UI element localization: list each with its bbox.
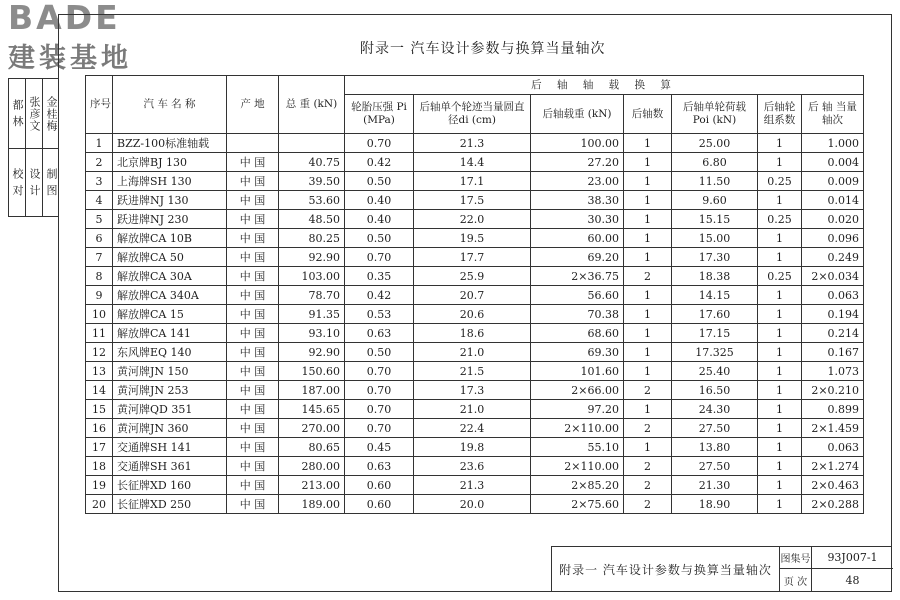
- row-number-cell: 15: [86, 400, 113, 419]
- tire-pressure-cell: 0.70: [345, 134, 414, 153]
- wheel-diameter-cell: 21.3: [414, 476, 531, 495]
- single-wheel-load-cell: 25.00: [672, 134, 758, 153]
- equiv-axle-cell: 2×0.463: [802, 476, 864, 495]
- row-number-cell: 7: [86, 248, 113, 267]
- wheel-group-coef-cell: 1: [758, 457, 802, 476]
- axle-count-cell: 1: [624, 305, 672, 324]
- tire-pressure-cell: 0.70: [345, 248, 414, 267]
- tire-pressure-cell: 0.70: [345, 419, 414, 438]
- row-number-cell: 1: [86, 134, 113, 153]
- origin-cell: 中 国: [227, 362, 279, 381]
- axle-load-cell: 2×66.00: [531, 381, 624, 400]
- equiv-axle-cell: 0.249: [802, 248, 864, 267]
- total-weight-cell: 92.90: [279, 343, 345, 362]
- wheel-diameter-cell: 21.0: [414, 400, 531, 419]
- single-wheel-load-cell: 24.30: [672, 400, 758, 419]
- axle-count-cell: 1: [624, 153, 672, 172]
- table-row: [86, 495, 864, 514]
- equiv-axle-cell: 0.096: [802, 229, 864, 248]
- axle-count-cell: 1: [624, 286, 672, 305]
- vehicle-name-cell: 交通牌SH 361: [113, 457, 227, 476]
- logo-latin: BADE: [8, 0, 121, 37]
- axle-count-cell: 1: [624, 229, 672, 248]
- origin-cell: 中 国: [227, 457, 279, 476]
- equiv-axle-cell: 0.009: [802, 172, 864, 191]
- wheel-group-coef-cell: 1: [758, 153, 802, 172]
- header-no: 序号: [86, 76, 113, 134]
- total-weight-cell: [279, 134, 345, 153]
- vehicle-name-cell: 跃进牌NJ 130: [113, 191, 227, 210]
- table-row: [86, 381, 864, 400]
- axle-load-cell: 23.00: [531, 172, 624, 191]
- single-wheel-load-cell: 17.15: [672, 324, 758, 343]
- wheel-diameter-cell: 19.8: [414, 438, 531, 457]
- sidebar-role: 校 对: [11, 168, 24, 197]
- wheel-diameter-cell: 18.6: [414, 324, 531, 343]
- equiv-axle-cell: 1.000: [802, 134, 864, 153]
- vehicle-name-cell: 解放牌CA 141: [113, 324, 227, 343]
- row-number-cell: 19: [86, 476, 113, 495]
- origin-cell: 中 国: [227, 400, 279, 419]
- wheel-group-coef-cell: 0.25: [758, 210, 802, 229]
- vehicle-name-cell: 东风牌EQ 140: [113, 343, 227, 362]
- row-number-cell: 10: [86, 305, 113, 324]
- axle-count-cell: 1: [624, 400, 672, 419]
- vehicle-name-cell: 解放牌CA 30A: [113, 267, 227, 286]
- row-number-cell: 17: [86, 438, 113, 457]
- tire-pressure-cell: 0.70: [345, 400, 414, 419]
- table-row: [86, 305, 864, 324]
- wheel-diameter-cell: 17.5: [414, 191, 531, 210]
- tire-pressure-cell: 0.50: [345, 343, 414, 362]
- total-weight-cell: 80.65: [279, 438, 345, 457]
- axle-load-cell: 2×85.20: [531, 476, 624, 495]
- total-weight-cell: 78.70: [279, 286, 345, 305]
- header-wheel-group-coef: 后轴轮组系数: [758, 95, 802, 134]
- axle-count-cell: 1: [624, 343, 672, 362]
- axle-load-cell: 30.30: [531, 210, 624, 229]
- wheel-diameter-cell: 14.4: [414, 153, 531, 172]
- wheel-group-coef-cell: 1: [758, 438, 802, 457]
- header-origin: 产 地: [227, 76, 279, 134]
- wheel-group-coef-cell: 1: [758, 324, 802, 343]
- row-number-cell: 20: [86, 495, 113, 514]
- equiv-axle-cell: 0.014: [802, 191, 864, 210]
- axle-load-cell: 101.60: [531, 362, 624, 381]
- vehicle-name-cell: 上海牌SH 130: [113, 172, 227, 191]
- total-weight-cell: 187.00: [279, 381, 345, 400]
- axle-count-cell: 1: [624, 172, 672, 191]
- axle-count-cell: 1: [624, 362, 672, 381]
- single-wheel-load-cell: 27.50: [672, 419, 758, 438]
- table-row: [86, 343, 864, 362]
- wheel-diameter-cell: 17.3: [414, 381, 531, 400]
- equiv-axle-cell: 0.004: [802, 153, 864, 172]
- axle-load-cell: 70.38: [531, 305, 624, 324]
- origin-cell: 中 国: [227, 305, 279, 324]
- table-row: [86, 419, 864, 438]
- tire-pressure-cell: 0.53: [345, 305, 414, 324]
- equiv-axle-cell: 0.214: [802, 324, 864, 343]
- wheel-group-coef-cell: 0.25: [758, 172, 802, 191]
- tire-pressure-cell: 0.50: [345, 172, 414, 191]
- equiv-axle-cell: 0.899: [802, 400, 864, 419]
- header-name: 汽 车 名 称: [113, 76, 227, 134]
- page-number-label: 页 次: [780, 569, 812, 591]
- sidebar-name: 金桂梅: [45, 95, 58, 132]
- axle-load-cell: 69.20: [531, 248, 624, 267]
- total-weight-cell: 213.00: [279, 476, 345, 495]
- table-row: [86, 172, 864, 191]
- single-wheel-load-cell: 21.30: [672, 476, 758, 495]
- wheel-diameter-cell: 21.3: [414, 134, 531, 153]
- row-number-cell: 14: [86, 381, 113, 400]
- origin-cell: 中 国: [227, 210, 279, 229]
- tire-pressure-cell: 0.45: [345, 438, 414, 457]
- table-row: [86, 362, 864, 381]
- row-number-cell: 2: [86, 153, 113, 172]
- origin-cell: 中 国: [227, 229, 279, 248]
- single-wheel-load-cell: 16.50: [672, 381, 758, 400]
- total-weight-cell: 48.50: [279, 210, 345, 229]
- wheel-group-coef-cell: 1: [758, 419, 802, 438]
- tire-pressure-cell: 0.40: [345, 191, 414, 210]
- tire-pressure-cell: 0.60: [345, 495, 414, 514]
- total-weight-cell: 40.75: [279, 153, 345, 172]
- origin-cell: 中 国: [227, 324, 279, 343]
- row-number-cell: 6: [86, 229, 113, 248]
- wheel-group-coef-cell: 1: [758, 476, 802, 495]
- axle-load-cell: 60.00: [531, 229, 624, 248]
- row-number-cell: 8: [86, 267, 113, 286]
- total-weight-cell: 145.65: [279, 400, 345, 419]
- total-weight-cell: 39.50: [279, 172, 345, 191]
- wheel-group-coef-cell: 1: [758, 495, 802, 514]
- axle-count-cell: 1: [624, 134, 672, 153]
- table-row: [86, 286, 864, 305]
- title-block: [551, 546, 892, 592]
- wheel-diameter-cell: 22.4: [414, 419, 531, 438]
- equiv-axle-cell: 2×0.210: [802, 381, 864, 400]
- single-wheel-load-cell: 15.00: [672, 229, 758, 248]
- header-axle-count: 后轴数: [624, 95, 672, 134]
- origin-cell: 中 国: [227, 267, 279, 286]
- origin-cell: 中 国: [227, 495, 279, 514]
- origin-cell: 中 国: [227, 419, 279, 438]
- single-wheel-load-cell: 25.40: [672, 362, 758, 381]
- vehicle-name-cell: 解放牌CA 50: [113, 248, 227, 267]
- equiv-axle-cell: 1.073: [802, 362, 864, 381]
- tire-pressure-cell: 0.70: [345, 381, 414, 400]
- origin-cell: 中 国: [227, 476, 279, 495]
- tire-pressure-cell: 0.42: [345, 286, 414, 305]
- total-weight-cell: 280.00: [279, 457, 345, 476]
- wheel-diameter-cell: 25.9: [414, 267, 531, 286]
- tire-pressure-cell: 0.60: [345, 476, 414, 495]
- vehicle-name-cell: 北京牌BJ 130: [113, 153, 227, 172]
- axle-load-cell: 69.30: [531, 343, 624, 362]
- origin-cell: 中 国: [227, 172, 279, 191]
- vehicle-name-cell: 解放牌CA 15: [113, 305, 227, 324]
- table-row: [86, 476, 864, 495]
- wheel-group-coef-cell: 1: [758, 362, 802, 381]
- wheel-group-coef-cell: 1: [758, 400, 802, 419]
- header-single-wheel-load: 后轴单轮荷载 Poi (kN): [672, 95, 758, 134]
- origin-cell: [227, 134, 279, 153]
- tire-pressure-cell: 0.63: [345, 457, 414, 476]
- sidebar-name: 都 林: [11, 99, 24, 128]
- axle-count-cell: 1: [624, 438, 672, 457]
- axle-count-cell: 1: [624, 191, 672, 210]
- wheel-group-coef-cell: 0.25: [758, 267, 802, 286]
- vehicle-name-cell: 黄河牌JN 360: [113, 419, 227, 438]
- table-row: [86, 324, 864, 343]
- vehicle-name-cell: 黄河牌JN 150: [113, 362, 227, 381]
- table-row: [86, 153, 864, 172]
- row-number-cell: 5: [86, 210, 113, 229]
- equiv-axle-cell: 2×0.034: [802, 267, 864, 286]
- table-row: [86, 134, 864, 153]
- axle-load-cell: 2×36.75: [531, 267, 624, 286]
- axle-load-cell: 56.60: [531, 286, 624, 305]
- axle-load-cell: 100.00: [531, 134, 624, 153]
- vehicle-name-cell: 黄河牌JN 253: [113, 381, 227, 400]
- table-row: [86, 210, 864, 229]
- table-row: [86, 191, 864, 210]
- total-weight-cell: 91.35: [279, 305, 345, 324]
- wheel-diameter-cell: 21.0: [414, 343, 531, 362]
- table-row: [86, 457, 864, 476]
- wheel-group-coef-cell: 1: [758, 381, 802, 400]
- sidebar-name: 张彦文: [28, 95, 41, 132]
- single-wheel-load-cell: 14.15: [672, 286, 758, 305]
- tire-pressure-cell: 0.50: [345, 229, 414, 248]
- wheel-group-coef-cell: 1: [758, 248, 802, 267]
- table-row: [86, 400, 864, 419]
- row-number-cell: 11: [86, 324, 113, 343]
- sidebar-divider: [9, 148, 58, 149]
- vehicle-name-cell: 解放牌CA 340A: [113, 286, 227, 305]
- axle-count-cell: 2: [624, 457, 672, 476]
- origin-cell: 中 国: [227, 343, 279, 362]
- axle-count-cell: 2: [624, 381, 672, 400]
- axle-load-cell: 27.20: [531, 153, 624, 172]
- single-wheel-load-cell: 18.90: [672, 495, 758, 514]
- tire-pressure-cell: 0.40: [345, 210, 414, 229]
- single-wheel-load-cell: 11.50: [672, 172, 758, 191]
- axle-count-cell: 2: [624, 267, 672, 286]
- origin-cell: 中 国: [227, 191, 279, 210]
- sidebar-role: 制 图: [45, 168, 58, 197]
- row-number-cell: 4: [86, 191, 113, 210]
- total-weight-cell: 93.10: [279, 324, 345, 343]
- total-weight-cell: 92.90: [279, 248, 345, 267]
- header-tire-pressure: 轮胎压强 Pi (MPa): [345, 95, 414, 134]
- table-row: [86, 248, 864, 267]
- vehicle-name-cell: 跃进牌NJ 230: [113, 210, 227, 229]
- origin-cell: 中 国: [227, 248, 279, 267]
- wheel-diameter-cell: 20.7: [414, 286, 531, 305]
- axle-load-cell: 38.30: [531, 191, 624, 210]
- total-weight-cell: 80.25: [279, 229, 345, 248]
- axle-load-cell: 2×75.60: [531, 495, 624, 514]
- row-number-cell: 13: [86, 362, 113, 381]
- origin-cell: 中 国: [227, 153, 279, 172]
- total-weight-cell: 270.00: [279, 419, 345, 438]
- wheel-diameter-cell: 19.5: [414, 229, 531, 248]
- total-weight-cell: 150.60: [279, 362, 345, 381]
- equiv-axle-cell: 0.020: [802, 210, 864, 229]
- single-wheel-load-cell: 9.60: [672, 191, 758, 210]
- total-weight-cell: 53.60: [279, 191, 345, 210]
- equiv-axle-cell: 0.063: [802, 286, 864, 305]
- vehicle-name-cell: 长征牌XD 250: [113, 495, 227, 514]
- axle-load-cell: 97.20: [531, 400, 624, 419]
- row-number-cell: 16: [86, 419, 113, 438]
- row-number-cell: 18: [86, 457, 113, 476]
- header-weight: 总 重 (kN): [279, 76, 345, 134]
- wheel-group-coef-cell: 1: [758, 134, 802, 153]
- header-group: 后 轴 轴 载 换 算: [345, 76, 864, 95]
- row-number-cell: 12: [86, 343, 113, 362]
- page-title: 附录一 汽车设计参数与换算当量轴次: [360, 41, 606, 57]
- single-wheel-load-cell: 17.30: [672, 248, 758, 267]
- header-equiv-axle: 后 轴 当量轴次: [802, 95, 864, 134]
- axle-count-cell: 1: [624, 210, 672, 229]
- total-weight-cell: 103.00: [279, 267, 345, 286]
- logo-cjk: 建装基地: [8, 43, 132, 74]
- wheel-diameter-cell: 23.6: [414, 457, 531, 476]
- wheel-diameter-cell: 21.5: [414, 362, 531, 381]
- single-wheel-load-cell: 17.60: [672, 305, 758, 324]
- table-row: [86, 267, 864, 286]
- header-wheel-diameter: 后轴单个轮迹当量圆直径di (cm): [414, 95, 531, 134]
- row-number-cell: 3: [86, 172, 113, 191]
- wheel-group-coef-cell: 1: [758, 191, 802, 210]
- equiv-axle-cell: 0.063: [802, 438, 864, 457]
- row-number-cell: 9: [86, 286, 113, 305]
- axle-load-cell: 68.60: [531, 324, 624, 343]
- wheel-diameter-cell: 17.1: [414, 172, 531, 191]
- wheel-group-coef-cell: 1: [758, 343, 802, 362]
- title-block-title: 附录一 汽车设计参数与换算当量轴次: [552, 547, 780, 591]
- axle-load-cell: 2×110.00: [531, 419, 624, 438]
- vehicle-name-cell: 长征牌XD 160: [113, 476, 227, 495]
- set-number-value: 93J007-1: [812, 547, 893, 569]
- equiv-axle-cell: 0.167: [802, 343, 864, 362]
- single-wheel-load-cell: 6.80: [672, 153, 758, 172]
- table-row: [86, 438, 864, 457]
- tire-pressure-cell: 0.35: [345, 267, 414, 286]
- single-wheel-load-cell: 27.50: [672, 457, 758, 476]
- single-wheel-load-cell: 18.38: [672, 267, 758, 286]
- set-number-label: 图集号: [780, 547, 812, 569]
- wheel-diameter-cell: 20.6: [414, 305, 531, 324]
- axle-count-cell: 1: [624, 248, 672, 267]
- vehicle-name-cell: 交通牌SH 141: [113, 438, 227, 457]
- axle-load-cell: 2×110.00: [531, 457, 624, 476]
- origin-cell: 中 国: [227, 381, 279, 400]
- single-wheel-load-cell: 17.325: [672, 343, 758, 362]
- single-wheel-load-cell: 15.15: [672, 210, 758, 229]
- table-row: [86, 229, 864, 248]
- equiv-axle-cell: 0.194: [802, 305, 864, 324]
- equiv-axle-cell: 2×0.288: [802, 495, 864, 514]
- wheel-diameter-cell: 17.7: [414, 248, 531, 267]
- page-number-value: 48: [845, 573, 860, 587]
- tire-pressure-cell: 0.70: [345, 362, 414, 381]
- vehicle-name-cell: BZZ-100标准轴载: [113, 134, 227, 153]
- wheel-group-coef-cell: 1: [758, 229, 802, 248]
- wheel-group-coef-cell: 1: [758, 286, 802, 305]
- signature-sidebar: [8, 78, 59, 217]
- equiv-axle-cell: 2×1.274: [802, 457, 864, 476]
- axle-count-cell: 1: [624, 324, 672, 343]
- vehicle-parameter-table: [85, 75, 864, 514]
- single-wheel-load-cell: 13.80: [672, 438, 758, 457]
- origin-cell: 中 国: [227, 286, 279, 305]
- axle-count-cell: 2: [624, 495, 672, 514]
- wheel-group-coef-cell: 1: [758, 305, 802, 324]
- sidebar-role: 设 计: [28, 168, 41, 197]
- tire-pressure-cell: 0.42: [345, 153, 414, 172]
- axle-count-cell: 2: [624, 476, 672, 495]
- header-axle-load: 后轴载重 (kN): [531, 95, 624, 134]
- origin-cell: 中 国: [227, 438, 279, 457]
- equiv-axle-cell: 2×1.459: [802, 419, 864, 438]
- vehicle-name-cell: 黄河牌QD 351: [113, 400, 227, 419]
- total-weight-cell: 189.00: [279, 495, 345, 514]
- vehicle-name-cell: 解放牌CA 10B: [113, 229, 227, 248]
- axle-count-cell: 2: [624, 419, 672, 438]
- axle-load-cell: 55.10: [531, 438, 624, 457]
- wheel-diameter-cell: 20.0: [414, 495, 531, 514]
- wheel-diameter-cell: 22.0: [414, 210, 531, 229]
- tire-pressure-cell: 0.63: [345, 324, 414, 343]
